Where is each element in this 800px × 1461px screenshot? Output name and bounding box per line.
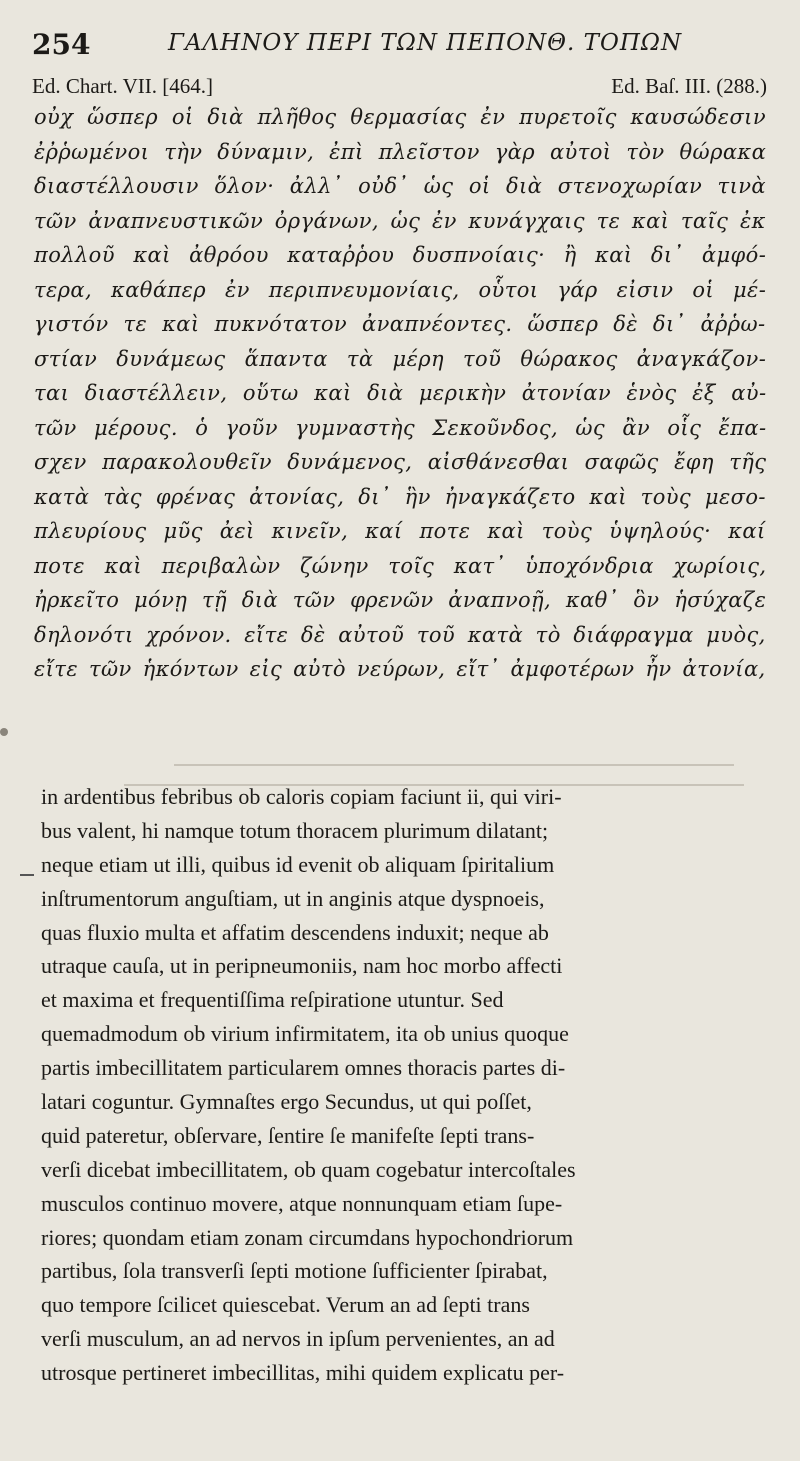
edition-reference <box>32 72 767 100</box>
margin-dash <box>20 874 34 876</box>
latin-line: verſi musculum, an ad nervos in ipſum pervenientes, an ad <box>41 1326 555 1352</box>
latin-line: quemadmodum ob virium infirmitatem, ita ob unius quoque <box>41 1021 569 1047</box>
latin-line: bus valent, hi namque totum thoracem plurimum dilatant; <box>41 817 549 843</box>
greek-line: δηλονότι χρόνον. εἴτε δὲ αὐτοῦ τοῦ κατὰ τὸ διάφραγμα μυὸς, <box>34 622 766 647</box>
page-header <box>32 28 772 64</box>
latin-line: partis imbecillitatem particularem omnes thoracis partes di- <box>41 1055 566 1081</box>
edition-basel: Ed. Baſ. III. (288.) <box>611 74 767 98</box>
greek-line: ἠρκεῖτο μόνῃ τῇ διὰ τῶν φρενῶν ἀναπνοῇ, καθ᾽ ὃν ἡσύχαζε <box>34 588 767 612</box>
greek-line: οὐχ ὥσπερ οἱ διὰ πλῆθος θερμασίας ἐν πυρετοῖς καυσώδεσιν <box>34 105 766 129</box>
greek-line: πλευρίους μῦς ἀεὶ κινεῖν, καί ποτε καὶ τοὺς ὑψηλούς· καί <box>34 519 766 543</box>
margin-dot <box>0 728 8 736</box>
greek-line: στίαν δυνάμεως ἅπαντα τὰ μέρη τοῦ θώρακος ἀναγκάζον- <box>34 346 767 371</box>
running-head: ΓΑΛΗΝΟΥ ΠΕΡΙ ΤΩΝ ΠΕΠΟΝΘ. ΤΟΠΩΝ <box>168 30 683 56</box>
greek-line: σχεν παρακολουθεῖν δυνάμενος, αἰσθάνεσθαι σαφῶς ἔφη τῆς <box>34 450 767 474</box>
greek-line: κατὰ τὰς φρένας ἀτονίας, δι᾽ ἣν ἠναγκάζετο καὶ τοὺς μεσο- <box>34 484 766 509</box>
latin-line: riores; quondam etiam zonam circumdans hypochondriorum <box>41 1224 574 1250</box>
latin-line: latari coguntur. Gymnaſtes ergo Secundus, ut qui poſſet, <box>41 1089 532 1115</box>
greek-line: τῶν ἀναπνευστικῶν ὀργάνων, ὡς ἐν κυνάγχαις τε καὶ ταῖς ἐκ <box>34 208 766 233</box>
greek-text-block <box>34 100 766 687</box>
edition-chartier: Ed. Chart. VII. [464.] <box>32 74 213 98</box>
greek-line: τῶν μέρους. ὁ γοῦν γυμναστὴς Σεκοῦνδος, ὡς ἂν οἷς ἔπα- <box>34 415 767 440</box>
latin-line: neque etiam ut illi, quibus id evenit ob aliquam ſpiritalium <box>41 851 555 877</box>
greek-line: ται διαστέλλειν, οὕτω καὶ διὰ μερικὴν ἀτονίαν ἑνὸς ἐξ αὐ- <box>34 381 767 405</box>
greek-line: ἐῤῥωμένοι τὴν δύναμιν, ἐπὶ πλεῖστον γὰρ αὐτοὶ τὸν θώρακα <box>34 139 767 164</box>
latin-line: musculos continuo movere, atque nonnunquam etiam ſupe- <box>41 1190 563 1216</box>
latin-line: in ardentibus febribus ob caloris copiam faciunt ii, qui viri- <box>41 784 562 809</box>
latin-line: partibus, ſola transverſi ſepti motione ſufficienter ſpirabat, <box>41 1258 548 1284</box>
latin-line: quas fluxio multa et affatim descendens induxit; neque ab <box>41 919 549 945</box>
latin-line: quo tempore ſcilicet quiescebat. Verum an ad ſepti trans <box>41 1292 530 1318</box>
latin-line: et maxima et frequentiſſima reſpiratione utuntur. Sed <box>41 987 504 1013</box>
greek-line: ποτε καὶ περιβαλὼν ζώνην τοῖς κατ᾽ ὑποχόνδρια χωρίοις, <box>34 553 767 578</box>
greek-line: πολλοῦ καὶ ἀθρόου καταῤῥου δυσπνοίαις· ἢ καὶ δι᾽ ἀμφό- <box>34 243 767 267</box>
greek-line: εἴτε τῶν ἡκόντων εἰς αὐτὸ νεύρων, εἴτ᾽ ἀμφοτέρων ἦν ἀτονία, <box>34 657 766 681</box>
latin-line: utraque cauſa, ut in peripneumoniis, nam hoc morbo affecti <box>41 953 563 979</box>
greek-line: διαστέλλουσιν ὅλον· ἀλλ᾽ οὐδ᾽ ὡς οἱ διὰ στενοχωρίαν τινὰ <box>34 174 766 198</box>
page-number: 254 <box>32 28 91 61</box>
greek-line: γιστόν τε καὶ πυκνότατον ἀναπνέοντες. ὥσπερ δὲ δι᾽ ἀῤῥω- <box>34 312 766 336</box>
latin-line: verſi dicebat imbecillitatem, ob quam cogebatur intercoſtales <box>41 1156 576 1182</box>
latin-line: inſtrumentorum anguſtiam, ut in anginis atque dyspnoeis, <box>41 885 545 911</box>
latin-line: quid pateretur, obſervare, ſentire ſe manifeſte ſepti trans- <box>41 1122 535 1148</box>
latin-text-block <box>41 780 766 1390</box>
latin-line: utrosque pertineret imbecillitas, mihi quidem explicatu per- <box>41 1360 565 1386</box>
greek-line: τερα, καθάπερ ἐν περιπνευμονίαις, οὗτοι γάρ εἰσιν οἱ μέ- <box>34 277 767 302</box>
